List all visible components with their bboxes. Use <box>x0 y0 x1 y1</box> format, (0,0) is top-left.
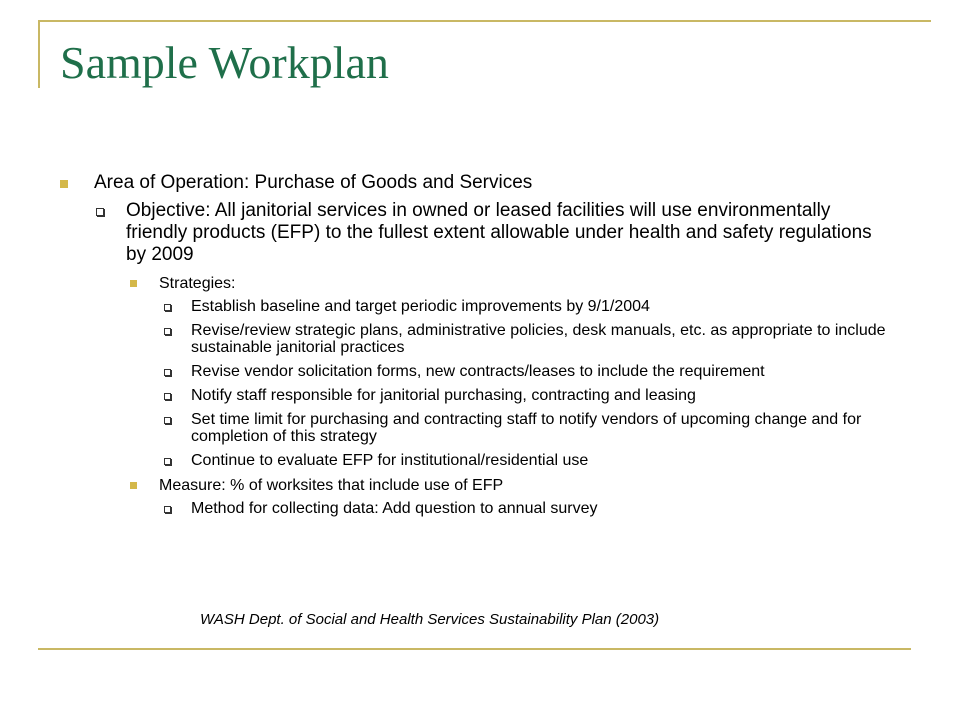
box-bullet-icon <box>164 393 171 400</box>
strategy-text: Set time limit for purchasing and contracting staff to notify vendors of upcoming change and for completion of this strategy <box>191 411 862 445</box>
strategy-text: Establish baseline and target periodic improvements by 9/1/2004 <box>191 298 650 315</box>
area-text: Area of Operation: Purchase of Goods and Services <box>94 172 533 193</box>
area-item <box>60 172 890 194</box>
objective-item <box>96 200 890 266</box>
measure-method-item <box>164 500 890 517</box>
strategy-item <box>164 452 890 469</box>
citation: WASH Dept. of Social and Health Services Sustainability Plan (2003) <box>200 611 660 628</box>
frame-left-line <box>38 20 40 88</box>
strategy-item <box>164 322 890 356</box>
objective-text: Objective: All janitorial services in owned or leased facilities will use environmentally friendly products (EFP) to the fullest extent allowable under health and safety regulations by 2009 <box>126 200 872 265</box>
box-bullet-icon <box>164 304 171 311</box>
strategy-item <box>164 363 890 380</box>
strategy-text: Notify staff responsible for janitorial purchasing, contracting and leasing <box>191 387 696 404</box>
frame-top-line <box>38 20 931 22</box>
slide-title: Sample Workplan <box>60 37 389 88</box>
strategy-item <box>164 411 890 445</box>
box-bullet-icon <box>164 328 171 335</box>
box-bullet-icon <box>164 458 171 465</box>
measure-item <box>130 476 890 495</box>
box-bullet-icon <box>164 417 171 424</box>
box-bullet-icon <box>164 506 171 513</box>
strategy-text: Revise vendor solicitation forms, new contracts/leases to include the requirement <box>191 363 765 380</box>
strategy-item <box>164 387 890 404</box>
square-bullet-icon <box>60 180 68 188</box>
measure-method-text: Method for collecting data: Add question to annual survey <box>191 500 598 517</box>
measure-text: Measure: % of worksites that include use of EFP <box>159 477 504 494</box>
strategy-text: Revise/review strategic plans, administrative policies, desk manuals, etc. as appropriate to include sustainable janitorial practices <box>191 322 886 356</box>
square-bullet-icon <box>130 482 137 489</box>
slide-content <box>60 172 890 524</box>
strategy-text: Continue to evaluate EFP for institutional/residential use <box>191 452 589 469</box>
strategies-item <box>130 274 890 293</box>
strategy-item <box>164 298 890 315</box>
box-bullet-icon <box>164 369 171 376</box>
strategies-label: Strategies: <box>159 275 236 292</box>
frame-bottom-line <box>38 648 911 650</box>
square-bullet-icon <box>130 280 137 287</box>
box-bullet-icon <box>96 208 104 216</box>
